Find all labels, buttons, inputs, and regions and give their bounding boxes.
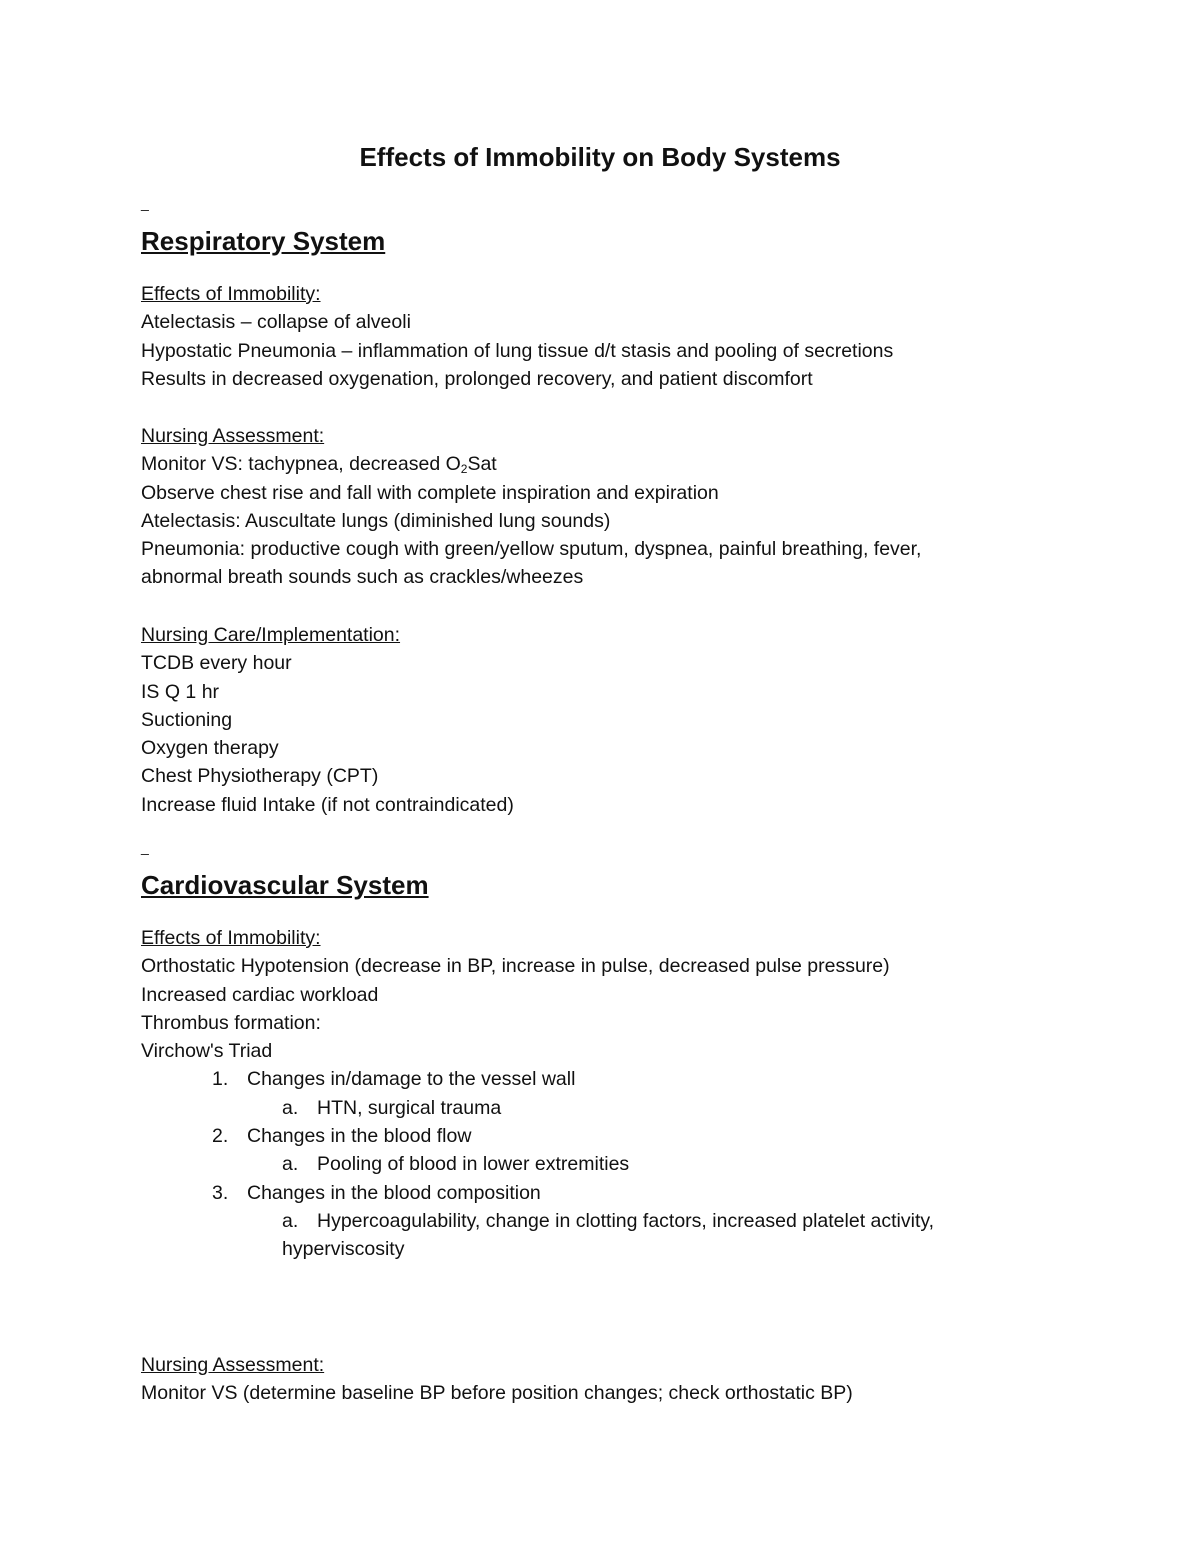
ordered-list-item: 2. Changes in the blood flow xyxy=(212,1125,472,1148)
document-title: Effects of Immobility on Body Systems xyxy=(359,142,841,172)
list-item: Oxygen therapy xyxy=(141,737,279,760)
respiratory-care xyxy=(141,621,1041,819)
subheading-assessment: Nursing Assessment: xyxy=(141,425,325,447)
list-item: Increased cardiac workload xyxy=(141,983,379,1006)
ordered-list-item: 3. Changes in the blood composition xyxy=(212,1181,541,1204)
list-item: TCDB every hour xyxy=(141,652,292,675)
list-item-vital-signs: Monitor VS: tachypnea, decreased $O_2Sat$ xyxy=(141,453,497,477)
section-heading-cardiovascular: Cardiovascular System xyxy=(141,870,429,900)
respiratory-assessment xyxy=(141,422,1041,592)
list-item: Results in decreased oxygenation, prolonged recovery, and patient discomfort xyxy=(141,367,813,390)
separator: _ xyxy=(141,195,149,211)
respiratory-effects xyxy=(141,280,1041,393)
cardiovascular-effects xyxy=(141,924,1041,1264)
subheading-care: Nursing Care/Implementation: xyxy=(141,624,401,646)
list-item: abnormal breath sounds such as crackles/wheezes xyxy=(141,566,584,589)
subheading-assessment: Nursing Assessment: xyxy=(141,1354,325,1376)
list-item: Chest Physiotherapy (CPT) xyxy=(141,765,379,788)
ordered-list-item: 1. Changes in/damage to the vessel wall xyxy=(212,1068,576,1091)
list-item: Atelectasis: Auscultate lungs (diminished lung sounds) xyxy=(141,509,611,532)
list-item: Suctioning xyxy=(141,708,233,731)
separator: _ xyxy=(141,839,149,855)
list-item: Increase fluid Intake (if not contraindicated) xyxy=(141,793,514,816)
list-item: Virchow's Triad xyxy=(141,1040,273,1063)
list-item: Orthostatic Hypotension (decrease in BP, increase in pulse, decreased pulse pressure) xyxy=(141,955,890,978)
list-item: Thrombus formation: xyxy=(141,1011,321,1034)
list-item: Atelectasis – collapse of alveoli xyxy=(141,311,411,334)
subheading-effects: Effects of Immobility: xyxy=(141,927,321,949)
sub-list-item: a. HTN, surgical trauma xyxy=(282,1096,502,1119)
list-item: Observe chest rise and fall with complete inspiration and expiration xyxy=(141,481,719,504)
cardiovascular-assessment xyxy=(141,1351,1041,1408)
sub-list-item: a. Pooling of blood in lower extremities xyxy=(282,1153,630,1176)
list-item: Hypostatic Pneumonia – inflammation of lung tissue d/t stasis and pooling of secretions xyxy=(141,339,894,362)
list-item: Pneumonia: productive cough with green/yellow sputum, dyspnea, painful breathing, fever, xyxy=(141,538,922,561)
subheading-effects: Effects of Immobility: xyxy=(141,283,321,305)
sub-list-item-continuation: hyperviscosity xyxy=(282,1238,405,1261)
list-item: IS Q 1 hr xyxy=(141,680,220,703)
list-item: Monitor VS (determine baseline BP before position changes; check orthostatic BP) xyxy=(141,1382,853,1405)
sub-list-item: a. Hypercoagulability, change in clotting factors, increased platelet activity, xyxy=(282,1209,935,1232)
section-heading-respiratory: Respiratory System xyxy=(141,226,386,256)
